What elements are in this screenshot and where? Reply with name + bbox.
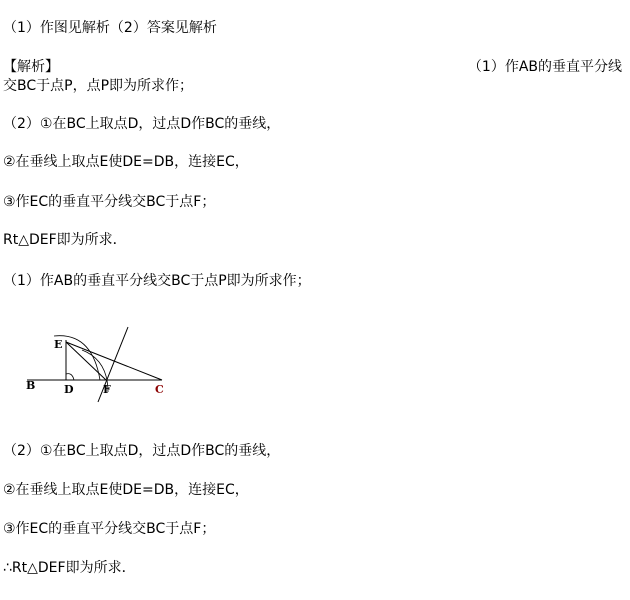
step-b-2: ②在垂线上取点E使DE=DB，连接EC，: [3, 482, 249, 498]
geometry-figure: [22, 322, 172, 407]
analysis-title: 【解析】: [3, 59, 59, 75]
part1-right-text: （1）作AB的垂直平分线: [467, 59, 622, 75]
label-e: E: [54, 338, 63, 351]
step-a-conclusion: Rt△DEF即为所求．: [3, 232, 127, 248]
label-c: C: [155, 383, 164, 396]
label-b: B: [26, 379, 36, 392]
step-a-1: （2）①在BC上取点D，过点D作BC的垂线，: [3, 116, 281, 132]
answer-header: （1）作图见解析（2）答案见解析: [3, 20, 217, 36]
step-a-3: ③作EC的垂直平分线交BC于点F；: [3, 194, 216, 210]
label-d: D: [64, 383, 74, 396]
right-angle-marker: [66, 374, 74, 380]
step-b-conclusion: ∴Rt△DEF即为所求．: [3, 560, 136, 576]
step-a-2: ②在垂线上取点E使DE=DB，连接EC，: [3, 154, 249, 170]
part1-continuation: 交BC于点P，点P即为所求作；: [3, 78, 194, 94]
line-ef: [66, 342, 106, 380]
step-b-1: （2）①在BC上取点D，过点D作BC的垂线，: [3, 443, 281, 459]
step-b-3: ③作EC的垂直平分线交BC于点F；: [3, 521, 216, 537]
label-f: F: [103, 383, 111, 396]
part1-repeat: （1）作AB的垂直平分线交BC于点P即为所求作；: [3, 273, 311, 289]
